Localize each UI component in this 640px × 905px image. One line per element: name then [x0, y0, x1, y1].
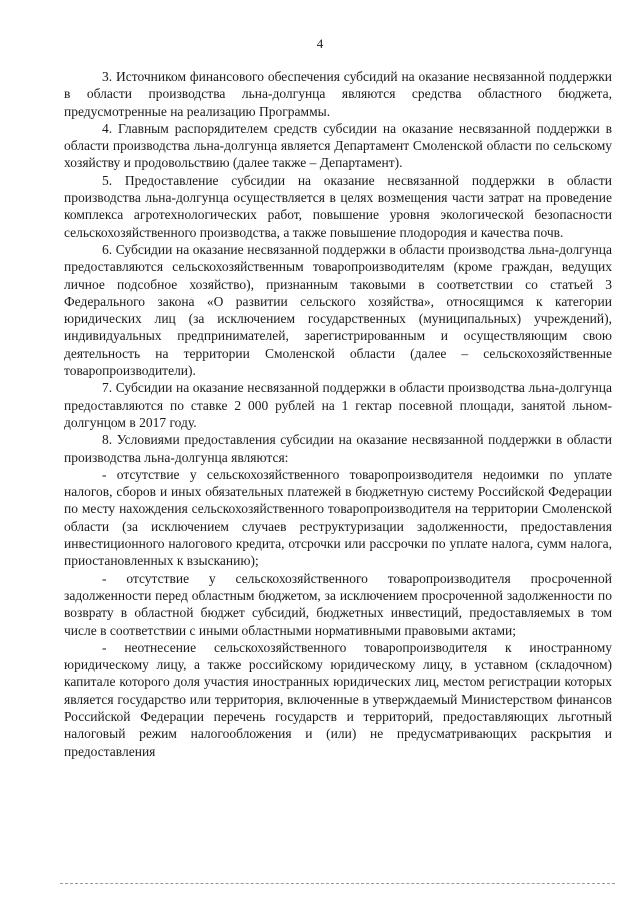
scan-divider [60, 883, 615, 884]
paragraph-8: 8. Условиями предоставления субсидии на оказание несвязанной поддержки в области производства льна-долгунца являются: [64, 432, 612, 465]
paragraph-5: 5. Предоставление субсидии на оказание несвязанной поддержки в области производства льна-долгунца осуществляется в целях возмещения части затрат на проведение комплекса агротехнологических работ, повышение уровня экологической безопасности сельскохозяйственного производства, а также повышение плодородия и качества почв. [64, 172, 612, 240]
list-item: - отсутствие у сельскохозяйственного товаропроизводителя просроченной задолженности перед областным бюджетом, за исключением просроченной задолженности по возврату в областной бюджет субсидий, бюджетных инвестиций, предоставляемых в том числе в соответствии с иными областными нормативными правовыми актами; [64, 570, 612, 638]
list-item: - отсутствие у сельскохозяйственного товаропроизводителя недоимки по уплате налогов, сборов и иных обязательных платежей в бюджетную систему Российской Федерации по месту нахождения сельскохозяйственного товаропроизводителя на территории Смоленской области (за исключением случаев реструктуризации задолженности, предоставления инвестиционного налогового кредита, отсрочки или рассрочки по уплате налога, сумм налога, приостановленных к взысканию); [64, 466, 612, 569]
paragraph-7: 7. Субсидии на оказание несвязанной поддержки в области производства льна-долгунца предоставляются по ставке 2 000 рублей на 1 гектар посевной площади, занятой льном-долгунцом в 2017 году. [64, 380, 612, 430]
page-number: 4 [316, 36, 324, 51]
document-body [64, 68, 612, 760]
paragraph-6: 6. Субсидии на оказание несвязанной поддержки в области производства льна-долгунца предоставляются сельскохозяйственным товаропроизводителям (кроме граждан, ведущих личное подсобное хозяйство), признанным таковыми в соответствии со статьей 3 Федерального закона «О развитии сельского хозяйства», относящимся к категории юридических лиц (за исключением государственных (муниципальных) учреждений), индивидуальных предпринимателей, зарегистрированным и осуществляющим свою деятельность на территории Смоленской области (далее – сельскохозяйственные товаропроизводители). [64, 241, 612, 379]
paragraph-4: 4. Главным распорядителем средств субсидии на оказание несвязанной поддержки в области производства льна-долгунца является Департамент Смоленской области по сельскому хозяйству и продовольствию (далее также – Департамент). [64, 120, 612, 171]
list-item: - неотнесение сельскохозяйственного товаропроизводителя к иностранному юридическому лицу, а также российскому юридическому лицу, в уставном (складочном) капитале которого доля участия иностранных юридических лиц, местом регистрации которых является государство или территория, включенные в утверждаемый Министерством финансов Российской Федерации перечень государств и территорий, предоставляющих льготный налоговый режим налогообложения и (или) не предусматривающих раскрытия и предоставления [64, 639, 612, 759]
paragraph-3: 3. Источником финансового обеспечения субсидий на оказание несвязанной поддержки в области производства льна-долгунца являются средства областного бюджета, предусмотренные на реализацию Программы. [64, 69, 612, 119]
